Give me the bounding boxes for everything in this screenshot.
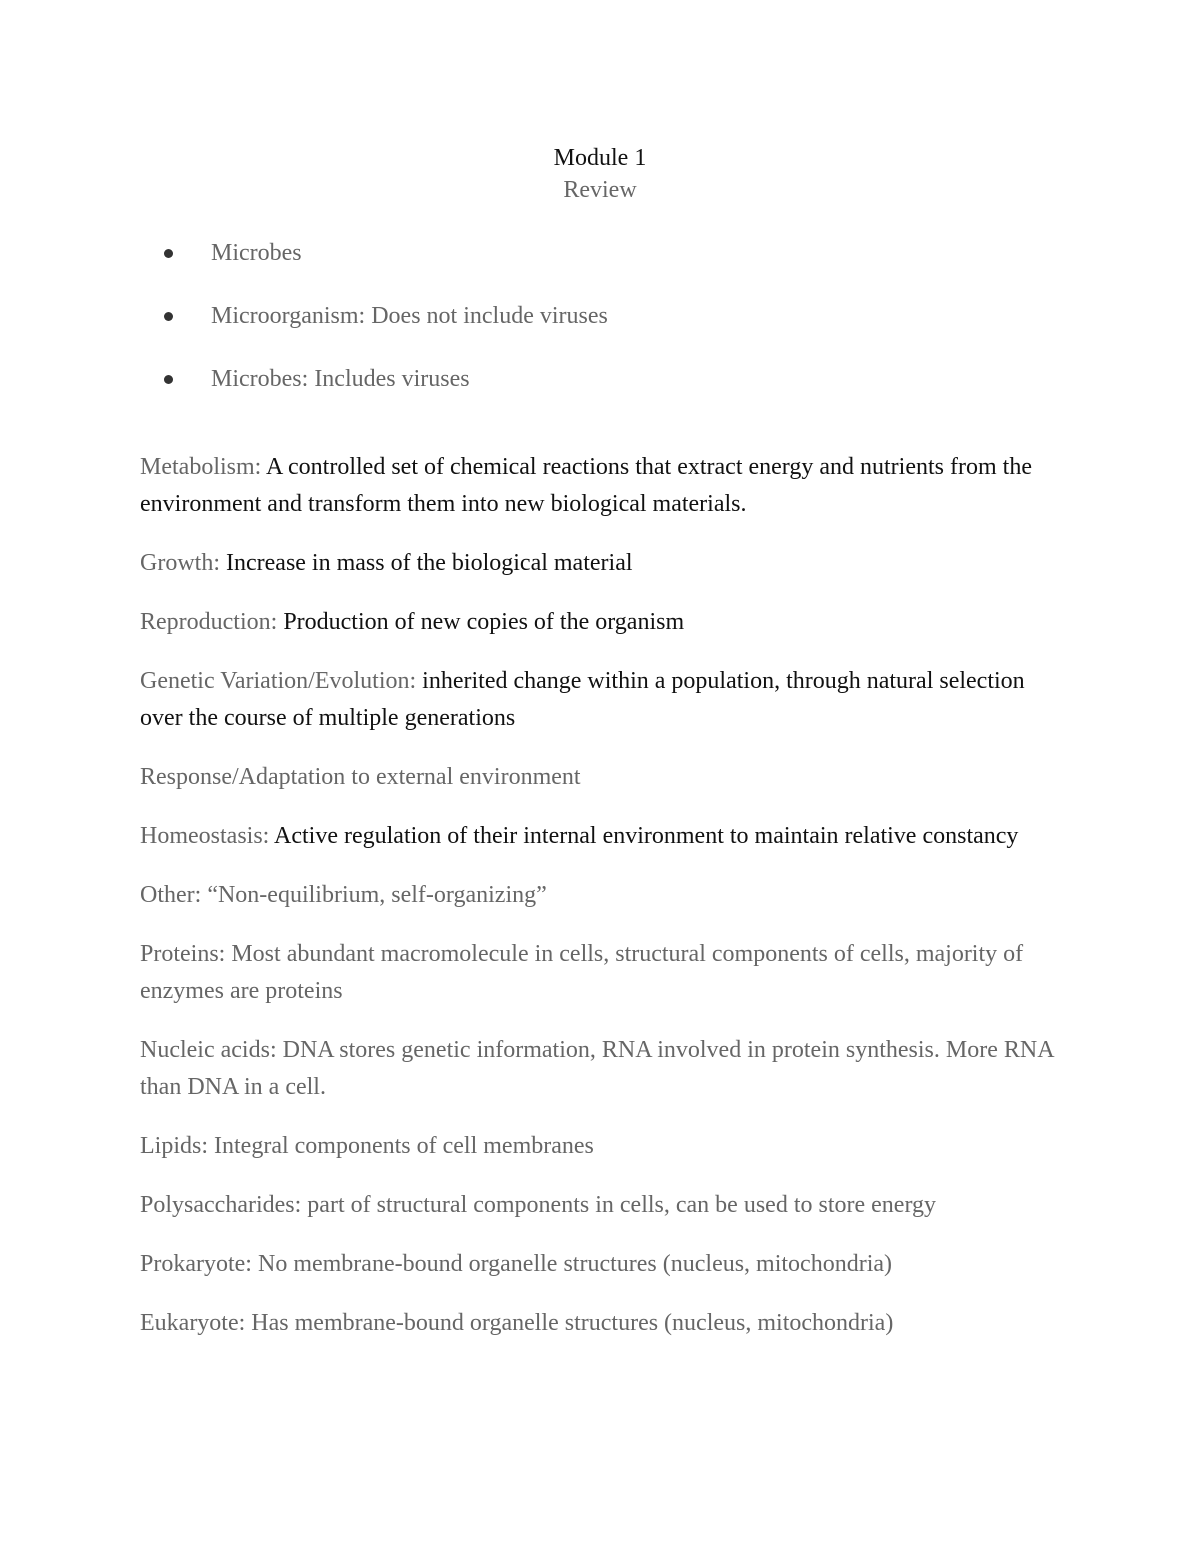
document-subtitle: Review (563, 177, 637, 203)
definition-text: inherited change within a population, through natural selection over the course of multiple generations (140, 668, 1025, 731)
document-title: Module 1 (553, 145, 647, 171)
definition-term: Response/Adaptation to external environment (140, 764, 581, 790)
definition-other (140, 877, 1065, 914)
definition-text: No membrane-bound organelle structures (nucleus, mitochondria) (257, 1251, 893, 1277)
list-item (140, 362, 1060, 425)
definition-text: “Non-equilibrium, self-organizing” (207, 882, 547, 908)
definition-text: part of structural components in cells, can be used to store energy (307, 1192, 936, 1218)
definition-text: Production of new copies of the organism (283, 609, 685, 635)
definition-term: Growth: (140, 550, 220, 576)
list-item (140, 299, 1060, 362)
list-item-text: Microbes (211, 240, 302, 266)
definition-term: Polysaccharides: (140, 1192, 302, 1218)
bullet-dot-icon (164, 312, 173, 321)
definitions-section (140, 449, 1065, 1364)
definition-term: Prokaryote: (140, 1251, 252, 1277)
definition-metabolism (140, 449, 1065, 523)
definition-polysaccharides (140, 1187, 1065, 1224)
definition-text: Increase in mass of the biological material (226, 550, 633, 576)
definition-text: DNA stores genetic information, RNA involved in protein synthesis. More RNA than DNA in a cell. (140, 1037, 1054, 1100)
definition-term: Other: (140, 882, 202, 908)
bullet-dot-icon (164, 249, 173, 258)
definition-homeostasis (140, 818, 1065, 855)
definition-response-adaptation (140, 759, 1065, 796)
definition-text: Has membrane-bound organelle structures (nucleus, mitochondria) (251, 1310, 894, 1336)
definition-genetic-variation (140, 663, 1065, 737)
definition-nucleic-acids (140, 1032, 1065, 1106)
bullet-dot-icon (164, 375, 173, 384)
definition-lipids (140, 1128, 1065, 1165)
definition-prokaryote (140, 1246, 1065, 1283)
list-item-text: Microbes: Includes viruses (211, 366, 470, 392)
definition-term: Metabolism: (140, 454, 262, 480)
list-item (140, 236, 1060, 299)
definition-term: Proteins: (140, 941, 226, 967)
definition-text: Most abundant macromolecule in cells, structural components of cells, majority of enzymes are proteins (140, 941, 1024, 1004)
definition-text: Active regulation of their internal environment to maintain relative constancy (274, 823, 1019, 849)
definition-term: Nucleic acids: (140, 1037, 277, 1063)
definition-eukaryote (140, 1305, 1065, 1342)
definition-text: Integral components of cell membranes (214, 1133, 594, 1159)
definition-term: Reproduction: (140, 609, 278, 635)
definition-term: Eukaryote: (140, 1310, 246, 1336)
definition-proteins (140, 936, 1065, 1010)
list-item-text: Microorganism: Does not include viruses (211, 303, 608, 329)
definition-term: Homeostasis: (140, 823, 270, 849)
definition-growth (140, 545, 1065, 582)
definition-term: Genetic Variation/Evolution: (140, 668, 417, 694)
definition-reproduction (140, 604, 1065, 641)
definition-term: Lipids: (140, 1133, 209, 1159)
bullet-list (140, 236, 1060, 425)
definition-text: A controlled set of chemical reactions that extract energy and nutrients from the environment and transform them into new biological materials. (140, 454, 1032, 517)
